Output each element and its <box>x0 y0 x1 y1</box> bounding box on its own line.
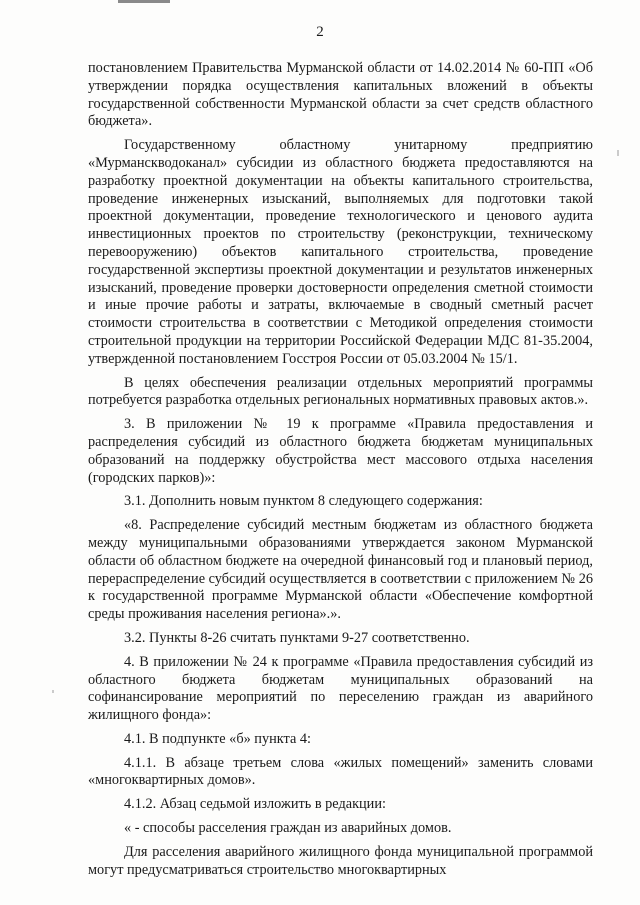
paragraph-3: В целях обеспечения реализации отдельных мероприятий программы потребуется разработка отдельных региональных нормативных правовых актов.». <box>88 374 593 409</box>
paragraph-13: Для расселения аварийного жилищного фонда муниципальной программой могут предусматриваться строительство многоквартирных <box>88 843 593 878</box>
paragraph-5: 3.1. Дополнить новым пунктом 8 следующего содержания: <box>124 493 483 510</box>
page-number: 2 <box>316 24 324 40</box>
paragraph-7: 3.2. Пункты 8-26 считать пунктами 9-27 соответственно. <box>124 629 470 646</box>
paragraph-1: постановлением Правительства Мурманской области от 14.02.2014 № 60-ПП «Об утверждении порядка осуществления капитальных вложений в объекты государственной собственности Мурманской области за счет средств областного бюджета». <box>88 60 593 130</box>
document-body <box>88 60 593 885</box>
paragraph-9: 4.1. В подпункте «б» пункта 4: <box>124 730 311 747</box>
paragraph-11: 4.1.2. Абзац седьмой изложить в редакции: <box>124 796 386 813</box>
scan-speck <box>617 150 619 156</box>
paragraph-10: 4.1.1. В абзаце третьем слова «жилых помещений» заменить словами «многоквартирных домов». <box>88 754 593 789</box>
paragraph-2: Государственному областному унитарному предприятию «Мурманскводоканал» субсидии из областного бюджета предоставляются на разработку проектной документации на объекты капитального строительства, проведение инженерных изысканий, выполняемых для подготовки такой проектной документации, проведение технологического и ценового аудита инвестиционных проектов по строительству (реконструкции, техническому перевооружению) объектов капитального строительства, проведение государственной экспертизы проектной документации и результатов инженерных изысканий, проведение проверки достоверности определения сметной стоимости и иные прочие работы и затраты, включаемые в сводный сметный расчет стоимости строительства в соответствии с Методикой определения стоимости строительной продукции на территории Российской Федерации МДС 81-35.2004, утвержденной постановлением Госстроя России от 05.03.2004 № 15/1. <box>88 137 593 367</box>
paragraph-8: 4. В приложении № 24 к программе «Правила предоставления субсидий из областного бюджета бюджетам муниципальных образований на софинансирование мероприятий по переселению граждан из аварийного жилищного фонда»: <box>88 653 593 724</box>
scan-edge-mark <box>118 0 170 3</box>
paragraph-6: «8. Распределение субсидий местным бюджетам из областного бюджета между муниципальными образованиями утверждается законом Мурманской области об областном бюджете на очередной финансовый год и плановый период, перераспределение субсидий осуществляется в соответствии с приложением № 26 к государственной программе Мурманской области «Обеспечение комфортной среды проживания населения региона».». <box>88 517 593 623</box>
scan-speck <box>52 690 54 693</box>
paragraph-12: « - способы расселения граждан из аварийных домов. <box>124 820 452 837</box>
paragraph-4: 3. В приложении № 19 к программе «Правила предоставления и распределения субсидий из областного бюджета бюджетам муниципальных образований на поддержку обустройства мест массового отдыха населения (городских парков)»: <box>88 416 593 486</box>
